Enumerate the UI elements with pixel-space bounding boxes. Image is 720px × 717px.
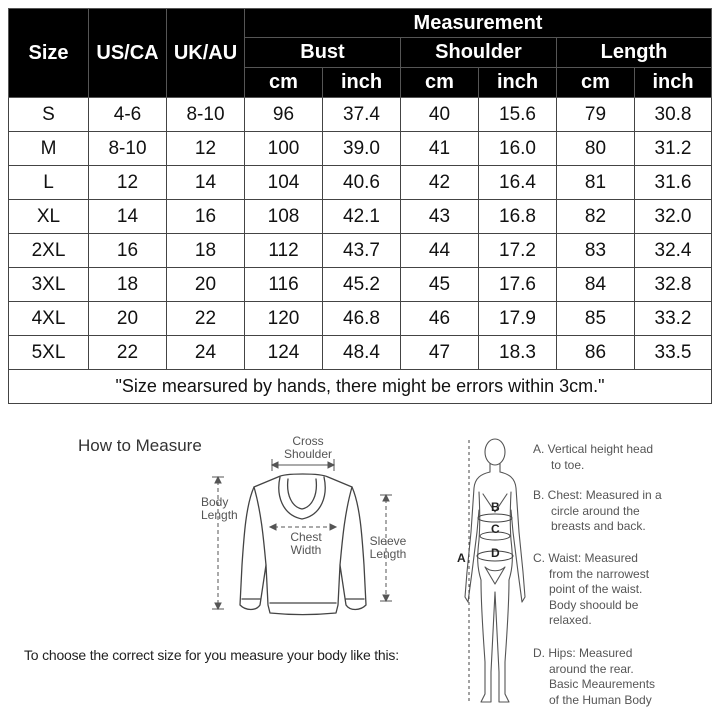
uk-au-cell: 18	[167, 234, 245, 268]
legend-line: D. Hips: Measured	[533, 646, 633, 660]
size-cell: M	[9, 132, 89, 166]
length-cm-cell: 81	[557, 166, 635, 200]
shoulder-inch-header: inch	[479, 68, 557, 98]
bust-inch-cell: 39.0	[323, 132, 401, 166]
shoulder-header: Shoulder	[401, 38, 557, 68]
shoulder-cm-cell: 43	[401, 200, 479, 234]
size-cell: S	[9, 98, 89, 132]
bust-cm-cell: 96	[245, 98, 323, 132]
uk-au-header: UK/AU	[167, 9, 245, 98]
us-ca-cell: 14	[89, 200, 167, 234]
cross-shoulder-label	[273, 435, 343, 461]
size-cell: 2XL	[9, 234, 89, 268]
legend-line: Body shoould be	[549, 597, 639, 612]
body-length-label-line: Body	[201, 495, 229, 509]
shoulder-inch-cell: 16.0	[479, 132, 557, 166]
uk-au-cell: 8-10	[167, 98, 245, 132]
us-ca-cell: 22	[89, 336, 167, 370]
legend-line: to toe.	[551, 457, 585, 472]
size-cell: 3XL	[9, 268, 89, 302]
measurement-header: Measurement	[245, 9, 712, 38]
length-inch-header: inch	[635, 68, 712, 98]
figure-letter-a: A	[457, 551, 466, 565]
legend-item-b	[533, 488, 713, 535]
legend-line: point of the waist.	[549, 582, 643, 596]
bust-inch-cell: 46.8	[323, 302, 401, 336]
bust-inch-cell: 43.7	[323, 234, 401, 268]
cross-shoulder-label-line: Cross	[292, 434, 324, 448]
chest-width-label-line: Chest	[290, 530, 322, 544]
bust-header: Bust	[245, 38, 401, 68]
sleeve-length-label-line: Length	[369, 547, 407, 561]
size-cell: 5XL	[9, 336, 89, 370]
table-body	[9, 98, 712, 404]
us-ca-header: US/CA	[89, 9, 167, 98]
table-row	[9, 268, 712, 302]
legend-line: A. Vertical height head	[533, 442, 654, 456]
table-row	[9, 302, 712, 336]
shoulder-inch-cell: 16.8	[479, 200, 557, 234]
shoulder-inch-cell: 15.6	[479, 98, 557, 132]
shoulder-cm-cell: 46	[401, 302, 479, 336]
how-to-measure-title: How to Measure	[78, 436, 202, 455]
length-cm-cell: 80	[557, 132, 635, 166]
shoulder-inch-cell: 17.2	[479, 234, 557, 268]
shoulder-inch-cell: 16.4	[479, 166, 557, 200]
length-inch-cell: 30.8	[635, 98, 712, 132]
length-inch-cell: 31.2	[635, 132, 712, 166]
bust-inch-header: inch	[323, 68, 401, 98]
sleeve-length-label	[364, 535, 412, 561]
length-inch-cell: 33.2	[635, 302, 712, 336]
length-cm-cell: 79	[557, 98, 635, 132]
cross-shoulder-label-line: Shoulder	[283, 447, 333, 461]
table-row	[9, 98, 712, 132]
us-ca-cell: 12	[89, 166, 167, 200]
legend-item-d	[533, 646, 713, 708]
figure-letter-b: B	[491, 500, 500, 514]
table-row	[9, 166, 712, 200]
shoulder-cm-cell: 41	[401, 132, 479, 166]
uk-au-cell: 20	[167, 268, 245, 302]
length-cm-cell: 86	[557, 336, 635, 370]
uk-au-cell: 16	[167, 200, 245, 234]
length-cm-cell: 83	[557, 234, 635, 268]
length-inch-cell: 31.6	[635, 166, 712, 200]
shoulder-inch-cell: 17.6	[479, 268, 557, 302]
bust-inch-cell: 40.6	[323, 166, 401, 200]
uk-au-cell: 22	[167, 302, 245, 336]
length-inch-cell: 32.8	[635, 268, 712, 302]
bust-cm-cell: 124	[245, 336, 323, 370]
size-chart-table	[8, 8, 712, 404]
chest-width-label-line: Width	[290, 543, 322, 557]
legend-line: Basic Meaurements	[549, 677, 656, 691]
us-ca-cell: 18	[89, 268, 167, 302]
us-ca-cell: 16	[89, 234, 167, 268]
bust-inch-cell: 48.4	[323, 336, 401, 370]
legend-line: B. Chest: Measured in a	[533, 488, 662, 502]
table-note-row	[9, 370, 712, 404]
shoulder-cm-cell: 44	[401, 234, 479, 268]
chest-width-label	[282, 531, 330, 557]
length-cm-cell: 84	[557, 268, 635, 302]
table-row	[9, 336, 712, 370]
legend-line: relaxed.	[549, 613, 592, 627]
table-row	[9, 200, 712, 234]
bust-inch-cell: 45.2	[323, 268, 401, 302]
shoulder-cm-cell: 47	[401, 336, 479, 370]
shoulder-cm-header: cm	[401, 68, 479, 98]
body-figure-sketch	[455, 432, 535, 712]
size-cell: 4XL	[9, 302, 89, 336]
us-ca-cell: 20	[89, 302, 167, 336]
shoulder-cm-cell: 45	[401, 268, 479, 302]
length-inch-cell: 32.4	[635, 234, 712, 268]
measure-instruction: To choose the correct size for you measure your body like this:	[24, 647, 399, 663]
length-inch-cell: 32.0	[635, 200, 712, 234]
legend-line: breasts and back.	[551, 519, 646, 533]
shoulder-cm-cell: 40	[401, 98, 479, 132]
body-length-label-line: Length	[201, 508, 238, 522]
table-row	[9, 132, 712, 166]
bust-cm-cell: 104	[245, 166, 323, 200]
size-cell: L	[9, 166, 89, 200]
length-cm-cell: 85	[557, 302, 635, 336]
us-ca-cell: 4-6	[89, 98, 167, 132]
size-cell: XL	[9, 200, 89, 234]
measurement-disclaimer: "Size mearsured by hands, there might be errors within 3cm."	[9, 370, 712, 404]
sleeve-length-label-line: Sleeve	[369, 534, 407, 548]
legend-line: around the rear.	[549, 661, 634, 676]
bust-cm-cell: 100	[245, 132, 323, 166]
table-header	[9, 9, 712, 98]
table-row	[9, 234, 712, 268]
bust-cm-cell: 108	[245, 200, 323, 234]
shoulder-inch-cell: 18.3	[479, 336, 557, 370]
bust-cm-cell: 112	[245, 234, 323, 268]
legend-line: circle around the	[551, 503, 640, 518]
length-header: Length	[557, 38, 712, 68]
bust-inch-cell: 37.4	[323, 98, 401, 132]
figure-letter-d: D	[491, 546, 500, 560]
length-cm-header: cm	[557, 68, 635, 98]
bust-cm-cell: 120	[245, 302, 323, 336]
figure-letter-c: C	[491, 522, 500, 536]
size-header: Size	[9, 9, 89, 98]
uk-au-cell: 24	[167, 336, 245, 370]
us-ca-cell: 8-10	[89, 132, 167, 166]
bust-cm-cell: 116	[245, 268, 323, 302]
shoulder-inch-cell: 17.9	[479, 302, 557, 336]
legend-line: from the narrowest	[549, 566, 650, 581]
uk-au-cell: 14	[167, 166, 245, 200]
legend-item-a	[533, 442, 713, 473]
length-inch-cell: 33.5	[635, 336, 712, 370]
legend-line: of the Human Body	[549, 692, 652, 707]
shoulder-cm-cell: 42	[401, 166, 479, 200]
legend-line: C. Waist: Measured	[533, 551, 638, 565]
length-cm-cell: 82	[557, 200, 635, 234]
uk-au-cell: 12	[167, 132, 245, 166]
body-length-label	[201, 496, 245, 522]
bust-cm-header: cm	[245, 68, 323, 98]
legend-item-c	[533, 551, 713, 629]
bust-inch-cell: 42.1	[323, 200, 401, 234]
